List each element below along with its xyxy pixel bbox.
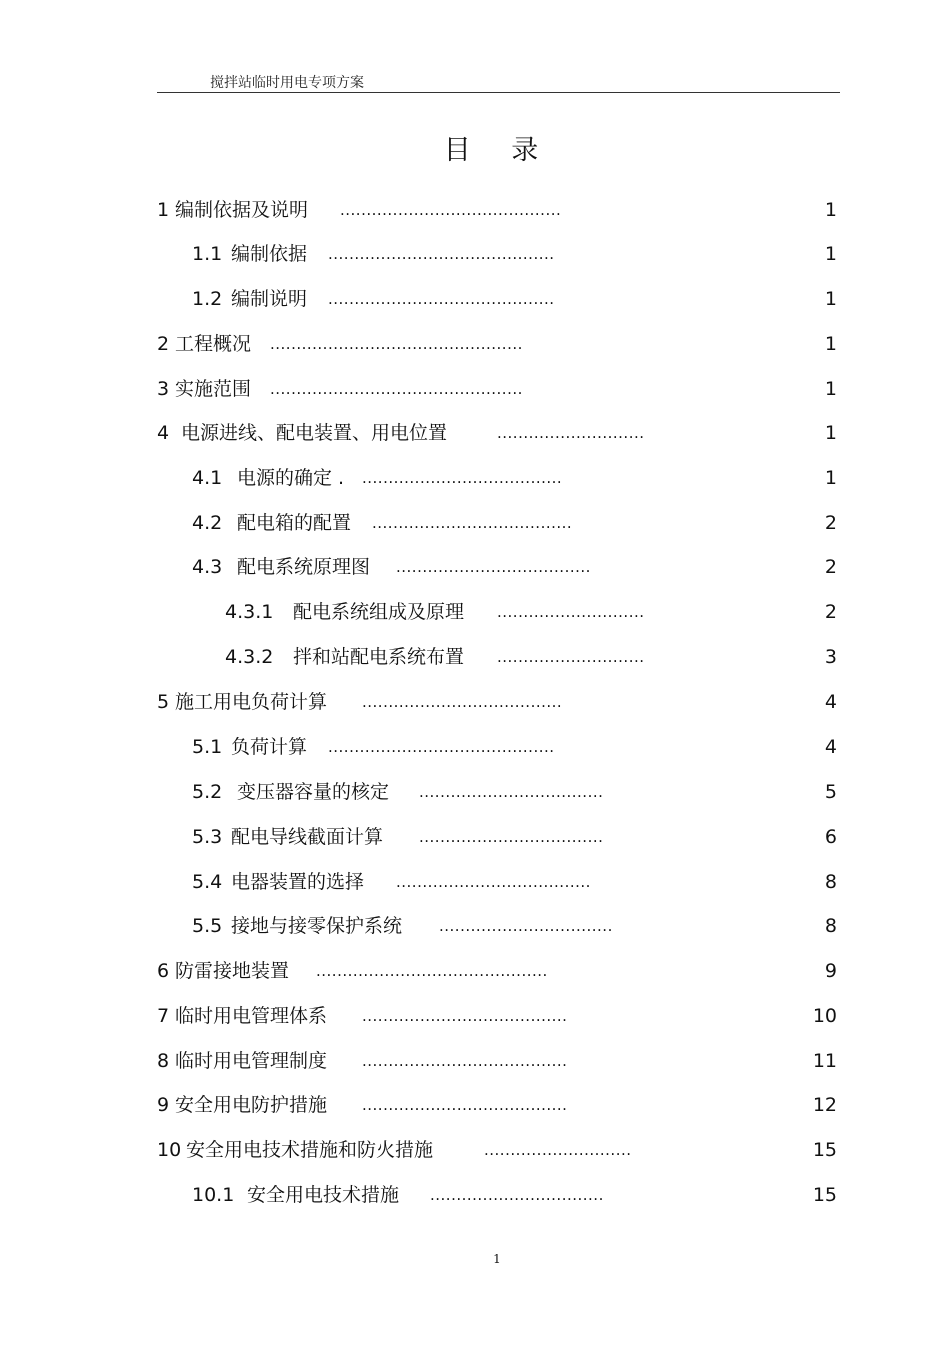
toc-leader-dots: ................................................ (270, 380, 523, 398)
toc-entry-page: 5 (824, 781, 837, 803)
toc-leader-dots: ............................ (484, 1141, 632, 1159)
toc-leader-dots: ........................................... (328, 290, 555, 308)
toc-entry-label: 实施范围 (175, 378, 252, 400)
toc-entry-label: 安全用电技术措施和防火措施 (186, 1139, 434, 1161)
toc-entry-label: 编制依据及说明 (175, 199, 309, 221)
toc-entry-2[interactable] (0, 329, 950, 359)
toc-leader-dots: ................................................ (270, 335, 523, 353)
toc-entry-label: 编制依据 (231, 243, 308, 265)
toc-entry-label: 配电导线截面计算 (231, 826, 384, 848)
toc-entry-page: 1 (824, 378, 837, 400)
toc-entry-number: 5.5 (192, 915, 223, 937)
toc-entry-page: 6 (824, 826, 837, 848)
toc-entry-number: 5.2 (192, 781, 223, 803)
toc-entry-page: 11 (812, 1050, 837, 1072)
toc-entry-5-2[interactable] (0, 777, 950, 807)
toc-entry-6[interactable] (0, 956, 950, 986)
toc-leader-dots: ...................................... (362, 693, 563, 711)
toc-entry-page: 2 (824, 556, 837, 578)
toc-entry-number: 4.1 (192, 467, 223, 489)
toc-entry-page: 1 (824, 199, 837, 221)
toc-entry-page: 2 (824, 512, 837, 534)
toc-leader-dots: ............................ (497, 648, 645, 666)
toc-entry-page: 8 (824, 915, 837, 937)
toc-entry-4-3[interactable] (0, 552, 950, 582)
toc-entry-number: 9 (157, 1094, 170, 1116)
toc-entry-label: 变压器容量的核定 (237, 781, 390, 803)
toc-leader-dots: ............................ (497, 603, 645, 621)
toc-title: 目 录 (443, 135, 555, 166)
toc-entry-number: 4.3.1 (225, 601, 274, 623)
toc-entry-page: 9 (824, 960, 837, 982)
toc-entry-label: 临时用电管理体系 (175, 1005, 328, 1027)
toc-entry-label: 工程概况 (175, 333, 252, 355)
toc-entry-page: 4 (824, 691, 837, 713)
toc-entry-number: 5.4 (192, 871, 223, 893)
toc-entry-10[interactable] (0, 1135, 950, 1165)
toc-leader-dots: ..................................... (396, 558, 591, 576)
toc-entry-label: 配电系统原理图 (237, 556, 371, 578)
toc-entry-5-1[interactable] (0, 732, 950, 762)
toc-leader-dots: ........................................... (328, 245, 555, 263)
toc-entry-5[interactable] (0, 687, 950, 717)
toc-entry-number: 5.3 (192, 826, 223, 848)
toc-entry-page: 4 (824, 736, 837, 758)
toc-leader-dots: ................................. (430, 1186, 604, 1204)
toc-entry-page: 3 (824, 646, 837, 668)
toc-entry-label: 编制说明 (231, 288, 308, 310)
toc-entry-5-4[interactable] (0, 867, 950, 897)
toc-entry-number: 4.2 (192, 512, 223, 534)
toc-entry-number: 3 (157, 378, 170, 400)
toc-entry-label: 拌和站配电系统布置 (293, 646, 465, 668)
toc-leader-dots: .......................................... (340, 201, 562, 219)
toc-entry-number: 1.2 (192, 288, 223, 310)
toc-entry-label: 临时用电管理制度 (175, 1050, 328, 1072)
toc-leader-dots: ..................................... (396, 873, 591, 891)
toc-entry-10-1[interactable] (0, 1180, 950, 1210)
toc-entry-label: 防雷接地装置 (175, 960, 290, 982)
toc-entry-4-2[interactable] (0, 508, 950, 538)
toc-leader-dots: ...................................... (372, 514, 573, 532)
toc-entry-page: 1 (824, 288, 837, 310)
toc-entry-label: 安全用电防护措施 (175, 1094, 328, 1116)
toc-entry-label: 电源进线、配电装置、用电位置 (181, 422, 448, 444)
toc-entry-number: 5.1 (192, 736, 223, 758)
toc-entry-number: 7 (157, 1005, 170, 1027)
toc-entry-number: 4 (157, 422, 170, 444)
toc-leader-dots: ....................................... (362, 1096, 568, 1114)
toc-entry-number: 8 (157, 1050, 170, 1072)
toc-entry-5-5[interactable] (0, 911, 950, 941)
toc-entry-label: 电源的确定 . (237, 467, 345, 489)
toc-leader-dots: ................................. (439, 917, 613, 935)
toc-entry-number: 1.1 (192, 243, 223, 265)
toc-entry-page: 1 (824, 243, 837, 265)
toc-entry-number: 6 (157, 960, 170, 982)
toc-entry-number: 5 (157, 691, 170, 713)
toc-entry-number: 1 (157, 199, 170, 221)
toc-entry-label: 负荷计算 (231, 736, 308, 758)
toc-entry-4-1[interactable] (0, 463, 950, 493)
toc-entry-number: 4.3.2 (225, 646, 274, 668)
toc-entry-1-2[interactable] (0, 284, 950, 314)
toc-entry-page: 2 (824, 601, 837, 623)
toc-entry-7[interactable] (0, 1001, 950, 1031)
toc-entry-4-3-2[interactable] (0, 642, 950, 672)
page-number: 1 (493, 1252, 501, 1266)
toc-entry-number: 2 (157, 333, 170, 355)
toc-entry-label: 安全用电技术措施 (247, 1184, 400, 1206)
toc-entry-8[interactable] (0, 1046, 950, 1076)
toc-leader-dots: ................................... (419, 828, 604, 846)
toc-entry-1[interactable] (0, 195, 950, 225)
toc-entry-page: 10 (812, 1005, 837, 1027)
toc-entry-1-1[interactable] (0, 239, 950, 269)
toc-entry-5-3[interactable] (0, 822, 950, 852)
toc-entry-page: 8 (824, 871, 837, 893)
toc-entry-label: 配电系统组成及原理 (293, 601, 465, 623)
toc-entry-page: 15 (812, 1184, 837, 1206)
running-header: 搅拌站临时用电专项方案 (210, 75, 364, 91)
toc-entry-label: 配电箱的配置 (237, 512, 352, 534)
toc-entry-4[interactable] (0, 418, 950, 448)
toc-entry-9[interactable] (0, 1090, 950, 1120)
toc-leader-dots: ....................................... (362, 1052, 568, 1070)
toc-entry-page: 1 (824, 333, 837, 355)
toc-entry-page: 1 (824, 467, 837, 489)
toc-entry-page: 12 (812, 1094, 837, 1116)
toc-entry-4-3-1[interactable] (0, 597, 950, 627)
toc-entry-number: 10 (157, 1139, 182, 1161)
toc-entry-3[interactable] (0, 374, 950, 404)
toc-entry-label: 接地与接零保护系统 (231, 915, 403, 937)
toc-entry-number: 10.1 (192, 1184, 235, 1206)
toc-leader-dots: ...................................... (362, 469, 563, 487)
toc-entry-page: 15 (812, 1139, 837, 1161)
toc-entry-label: 电器装置的选择 (231, 871, 365, 893)
toc-entry-label: 施工用电负荷计算 (175, 691, 328, 713)
toc-entry-page: 1 (824, 422, 837, 444)
toc-leader-dots: ........................................... (328, 738, 555, 756)
toc-entry-number: 4.3 (192, 556, 223, 578)
toc-leader-dots: ....................................... (362, 1007, 568, 1025)
toc-leader-dots: ............................................ (316, 962, 548, 980)
toc-leader-dots: ................................... (419, 783, 604, 801)
toc-leader-dots: ............................ (497, 424, 645, 442)
